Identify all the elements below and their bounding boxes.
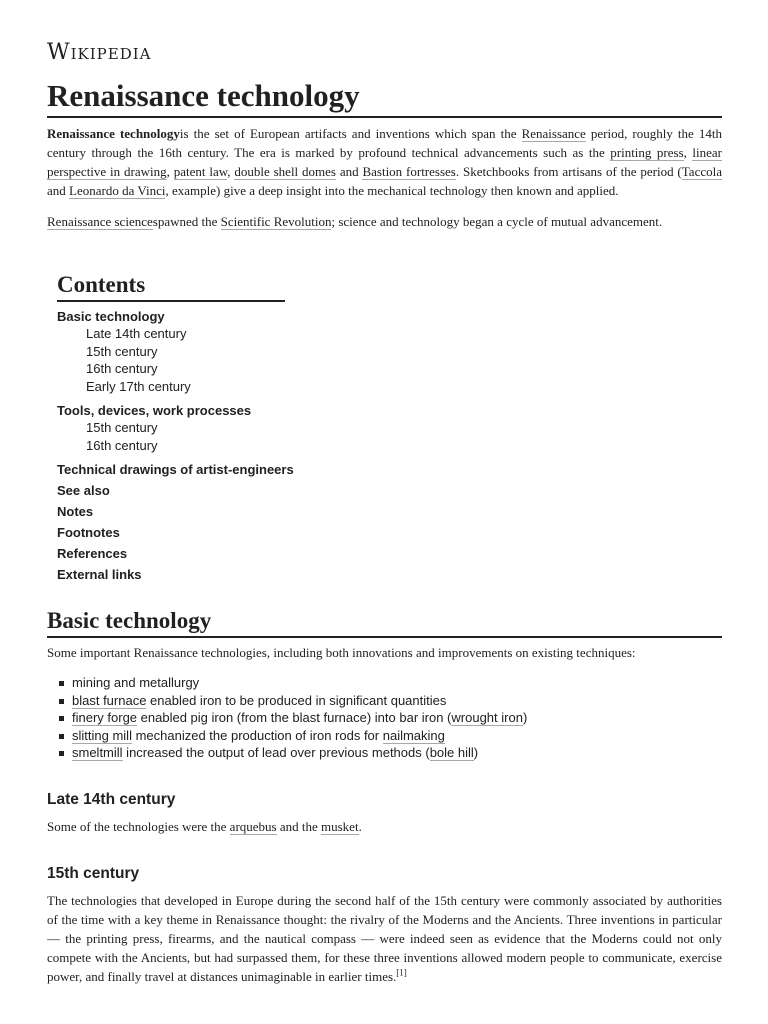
toc-sublist bbox=[86, 325, 357, 395]
text-run: Some of the technologies were the bbox=[47, 819, 230, 834]
list-item bbox=[72, 709, 527, 727]
toc-item-label: Basic technology bbox=[57, 309, 165, 324]
late14-paragraph bbox=[47, 817, 722, 836]
toc-item[interactable] bbox=[57, 482, 357, 499]
text-run: is the set of European artifacts and inventions which span the bbox=[179, 126, 522, 141]
wiki-link[interactable]: slitting mill bbox=[72, 727, 132, 743]
toc-item-label: External links bbox=[57, 567, 142, 582]
text-run: . bbox=[358, 819, 362, 834]
text-run: , bbox=[166, 164, 174, 179]
text-run: ) bbox=[522, 710, 528, 725]
wiki-link[interactable]: nailmaking bbox=[382, 727, 445, 743]
intro-paragraph-2 bbox=[47, 212, 722, 231]
toc-list bbox=[57, 308, 357, 583]
toc-item-label: See also bbox=[57, 483, 110, 498]
toc-item[interactable] bbox=[57, 524, 357, 541]
toc-item[interactable] bbox=[57, 308, 357, 395]
wiki-link[interactable]: patent law bbox=[173, 164, 228, 179]
toc-subitem[interactable]: 16th century bbox=[86, 437, 158, 453]
wiki-link[interactable]: finery forge bbox=[72, 710, 138, 725]
text-run: mechanized the production of iron rods for bbox=[131, 727, 383, 743]
wiki-link[interactable]: Leonardo da Vinci bbox=[69, 183, 166, 198]
toc-subitem[interactable]: Early 17th century bbox=[86, 378, 191, 394]
toc-item[interactable] bbox=[57, 503, 357, 520]
wiki-link[interactable]: linear perspective in drawing bbox=[47, 145, 723, 179]
toc-item[interactable] bbox=[57, 545, 357, 562]
list-item bbox=[72, 674, 527, 692]
wiki-link[interactable]: musket bbox=[321, 819, 359, 834]
wiki-link[interactable]: bole hill bbox=[429, 745, 474, 760]
toc-item-label: Footnotes bbox=[57, 525, 120, 540]
toc-title: Contents bbox=[57, 270, 285, 302]
list-item bbox=[72, 692, 527, 710]
text-run: ; science and technology began a cycle of mutual advancement. bbox=[331, 214, 663, 229]
text-run: mining and metallurgy bbox=[72, 675, 200, 690]
list-item bbox=[72, 727, 527, 745]
bold-text: Renaissance technology bbox=[47, 126, 180, 141]
citation-ref[interactable]: [1] bbox=[396, 967, 407, 978]
text-run: increased the output of lead over previous methods ( bbox=[122, 745, 430, 760]
toc-item[interactable] bbox=[57, 566, 357, 583]
wiki-link[interactable]: Renaissance bbox=[521, 126, 586, 141]
text-run: and the bbox=[276, 819, 322, 834]
list-item bbox=[72, 744, 527, 762]
toc-subitem[interactable]: 16th century bbox=[86, 361, 158, 376]
toc-item[interactable] bbox=[57, 402, 357, 454]
wiki-link[interactable]: Taccola bbox=[681, 164, 722, 179]
wiki-link[interactable]: blast furnace bbox=[72, 692, 147, 708]
wiki-link[interactable]: Scientific Revolution bbox=[220, 214, 332, 229]
text-run: enabled pig iron (from the blast furnace) into bar iron ( bbox=[137, 710, 452, 725]
toc-item-label: References bbox=[57, 546, 128, 561]
table-of-contents bbox=[57, 270, 357, 583]
text-run: ) bbox=[473, 745, 479, 760]
toc-item-label: Notes bbox=[57, 504, 94, 519]
wiki-link[interactable]: arquebus bbox=[229, 819, 277, 834]
c15-paragraph bbox=[47, 891, 722, 986]
section-heading-15th-century: 15th century bbox=[47, 865, 140, 882]
text-run: enabled iron to be produced in significant quantities bbox=[146, 692, 447, 708]
wiki-link[interactable]: smeltmill bbox=[72, 745, 123, 760]
wikipedia-logo[interactable]: Wikipedia bbox=[47, 40, 152, 65]
wiki-link[interactable]: Bastion fortresses bbox=[362, 164, 456, 179]
text-run: , bbox=[227, 164, 235, 179]
text-run: The technologies that developed in Europe during the second half of the 15th century were commonly associated by authorities of the time with a key theme in Renaissance thought: the rivalry of the Moderns and the Ancients. Three inventions in particular — the printing press, firearms, and the nautical compass — were indeed seen as evidence that the Moderns could not only compete with the Ancients, but had surpassed them, for these three inventions allowed modern people to communicate, exercise power, and finally travel at distances unimaginable in earlier times. bbox=[47, 893, 722, 984]
toc-subitem[interactable]: 15th century bbox=[86, 343, 158, 359]
intro-paragraph-1 bbox=[47, 124, 722, 200]
text-run: . Sketchbooks from artisans of the period ( bbox=[455, 164, 682, 179]
text-run: and bbox=[47, 183, 70, 198]
text-run: , bbox=[683, 145, 693, 160]
toc-item-label: Technical drawings of artist-engineers bbox=[57, 462, 294, 477]
toc-item[interactable] bbox=[57, 461, 357, 478]
toc-sublist bbox=[86, 419, 357, 454]
toc-item-label: Tools, devices, work processes bbox=[57, 403, 252, 418]
basic-lead: Some important Renaissance technologies, including both innovations and improvements on existing techniques: bbox=[47, 645, 636, 660]
toc-subitem[interactable]: 15th century bbox=[86, 420, 158, 435]
toc-subitem[interactable]: Late 14th century bbox=[86, 326, 187, 341]
text-run: , example) give a deep insight into the mechanical technology then known and applied. bbox=[165, 183, 619, 198]
text-run: spawned the bbox=[152, 214, 221, 229]
section-heading-basic-technology: Basic technology bbox=[47, 607, 722, 638]
wiki-link[interactable]: Renaissance science bbox=[47, 214, 153, 229]
technology-bullet-list bbox=[47, 674, 527, 762]
wiki-link[interactable]: double shell domes bbox=[234, 164, 336, 179]
text-run: and bbox=[335, 164, 363, 179]
text-run: period, roughly the 14th century through the 16th century. The era is marked by profound technical advancements such as the bbox=[47, 126, 722, 160]
page-title: Renaissance technology bbox=[47, 78, 722, 118]
wiki-link[interactable]: wrought iron bbox=[451, 710, 523, 725]
section-heading-late-14th-century: Late 14th century bbox=[47, 791, 176, 808]
wiki-link[interactable]: printing press bbox=[610, 145, 684, 160]
